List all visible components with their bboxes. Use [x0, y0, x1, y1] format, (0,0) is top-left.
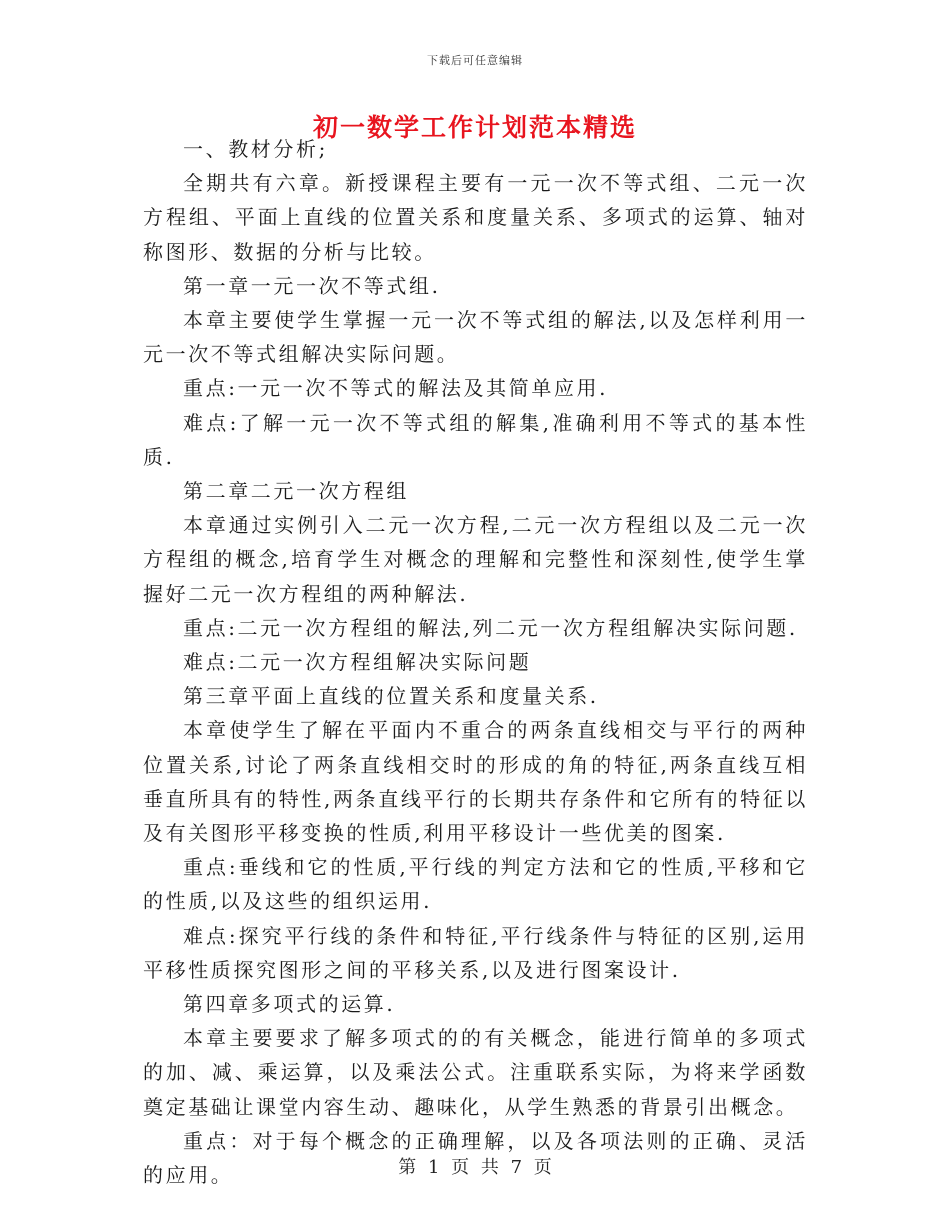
paragraph-chapter1-difficulty: 难点:了解一元一次不等式组的解集,准确利用不等式的基本性质.	[143, 410, 808, 469]
paragraph-chapter3-summary: 本章使学生了解在平面内不重合的两条直线相交与平行的两种位置关系,讨论了两条直线相交时的形成的角的特征,两条直线互相垂直所具有的特性,两条直线平行的长期共存条件和它所有的特征以及有关图形平移变换的性质,利用平移设计一些优美的图案.	[143, 718, 808, 846]
paragraph-chapter3-key-point: 重点:垂线和它的性质,平行线的判定方法和它的性质,平移和它的性质,以及这些的组织运用.	[143, 855, 808, 914]
document-body	[143, 132, 808, 1192]
document-title: 初一数学工作计划范本精选	[312, 113, 637, 142]
paragraph-section-heading: 一、教材分析;	[183, 137, 328, 161]
paragraph-chapter2-difficulty: 难点:二元一次方程组解决实际问题	[183, 650, 532, 675]
paragraph-chapter2-heading: 第二章二元一次方程组	[183, 479, 409, 504]
paragraph-overview: 全期共有六章。新授课程主要有一元一次不等式组、二元一次方程组、平面上直线的位置关系和度量关系、多项式的运算、轴对称图形、数据的分析与比较。	[143, 171, 808, 264]
paragraph-chapter4-key-point: 重点：对于每个概念的正确理解，以及各项法则的正确、灵活的应用。	[143, 1128, 808, 1188]
paragraph-chapter1-heading: 第一章一元一次不等式组.	[183, 273, 441, 298]
page-number: 第 1 页 共 7 页	[398, 1157, 552, 1178]
paragraph-chapter1-summary: 本章主要使学生掌握一元一次不等式组的解法,以及怎样利用一元一次不等式组解决实际问题。	[143, 308, 808, 367]
paragraph-chapter3-heading: 第三章平面上直线的位置关系和度量关系.	[183, 684, 599, 709]
paragraph-chapter1-key-point: 重点:一元一次不等式的解法及其简单应用.	[183, 376, 609, 401]
paragraph-chapter2-summary: 本章通过实例引入二元一次方程,二元一次方程组以及二元一次方程组的概念,培育学生对概念的理解和完整性和深刻性,使学生掌握好二元一次方程组的两种解法.	[143, 513, 808, 606]
paragraph-chapter3-difficulty: 难点:探究平行线的条件和特征,平行线条件与特征的区别,运用平移性质探究图形之间的平移关系,以及进行图案设计.	[143, 923, 808, 982]
page-header: 下载后可任意编辑	[427, 54, 523, 67]
paragraph-chapter2-key-point: 重点:二元一次方程组的解法,列二元一次方程组解决实际问题.	[183, 615, 798, 640]
paragraph-chapter4-summary: 本章主要要求了解多项式的的有关概念，能进行简单的多项式的加、减、乘运算，以及乘法公式。注重联系实际，为将来学函数奠定基础让课堂内容生动、趣味化，从学生熟悉的背景引出概念。	[143, 1026, 808, 1119]
paragraph-chapter4-heading: 第四章多项式的运算.	[183, 992, 396, 1017]
